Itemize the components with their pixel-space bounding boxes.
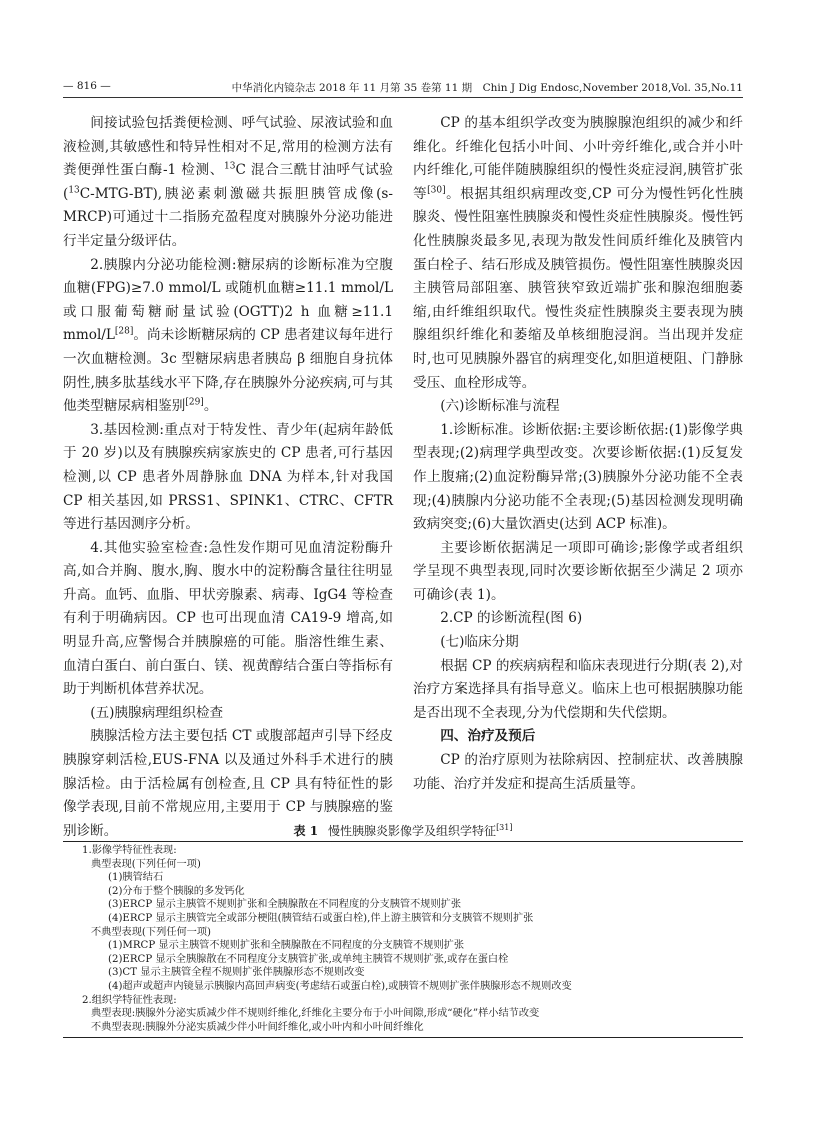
table-row: 1.影像学特征性表现:	[82, 845, 177, 856]
citation: [31]	[496, 823, 513, 832]
paragraph: 主要诊断依据满足一项即可确诊;影像学或者组织学呈现不典型表现,同时次要诊断依据至少满足 2 项亦可确诊(表 1)。	[413, 539, 743, 603]
section-heading: (五)胰腺病理组织检查	[90, 704, 224, 721]
table-title: 慢性胰腺炎影像学及组织学特征	[328, 824, 497, 838]
table-row: 不典型表现(下列任何一项)	[91, 926, 212, 938]
page-number: — 816 —	[63, 80, 111, 92]
paragraph: 4.其他实验室检查:急性发作期可见血清淀粉酶升高,如合并胸、腹水,胸、腹水中的淀粉酶含量往往明显升高。血钙、血脂、甲状旁腺素、病毒、IgG4 等检查有利于明确病因。CP 也可出现血清 CA19-9 增高,如明显升高,应警惕合并胰腺癌的可能。脂溶性维生素、血清白蛋白、前白蛋白、镁、视黄醇结合蛋白等指标有助于判断机体营养状况。	[63, 539, 393, 698]
main-heading: 四、治疗及预后	[440, 728, 536, 745]
page-header	[63, 80, 743, 98]
table-label: 表 1	[293, 824, 319, 838]
paragraph: 2.胰腺内分泌功能检测:糖尿病的诊断标准为空腹血糖(FPG)≥7.0 mmol/L 或随机血糖≥11.1 mmol/L或口服葡萄糖耐量试验(OGTT)2 h 血糖≥11.1 mmol/L[28]。尚未诊断糖尿病的 CP 患者建议每年进行一次血糖检测。3c 型糖尿病患者胰岛 β 细胞自身抗体阴性,胰多肽基线水平下降,存在胰腺外分泌疾病,可与其他类型糖尿病相鉴别[29]。	[63, 256, 393, 415]
paragraph: 2.CP 的诊断流程(图 6)	[440, 610, 583, 627]
table-body	[82, 844, 732, 1034]
table-row: 2.组织学特征性表现:	[82, 994, 177, 1006]
left-column	[63, 112, 393, 843]
journal-citation: 中华消化内镜杂志 2018 年 11 月第 35 卷第 11 期 Chin J Dig Endosc,November 2018,Vol. 35,No.11	[231, 82, 743, 94]
citation: [30]	[427, 185, 446, 196]
table-row: 不典型表现:胰腺外分泌实质减少伴小叶间纤维化,或小叶内和小叶间纤维化	[91, 1021, 424, 1033]
table-row: (2)分布于整个胰腺的多发钙化	[108, 885, 245, 897]
table-row: (4)ERCP 显示主胰管完全或部分梗阻(胰管结石或蛋白栓),伴上游主胰管和分支胰管不规则扩张	[108, 912, 534, 924]
paragraph: 根据 CP 的疾病病程和临床表现进行分期(表 2),对治疗方案选择具有指导意义。临床上也可根据胰腺功能是否出现不全表现,分为代偿期和失代偿期。	[413, 657, 743, 721]
section-heading: (六)诊断标准与流程	[440, 398, 560, 415]
paragraph: 胰腺活检方法主要包括 CT 或腹部超声引导下经皮胰腺穿刺活检,EUS-FNA 以及通过外科手术进行的胰腺活检。由于活检属有创检查,且 CP 具有特征性的影像学表现,目前不常规应用,主要用于 CP 与胰腺癌的鉴别诊断。	[63, 728, 393, 839]
right-column	[413, 112, 743, 796]
paragraph: 3.基因检测:重点对于特发性、青少年(起病年龄低于 20 岁)以及有胰腺疾病家族史的 CP 患者,可行基因检测,以 CP 患者外周静脉血 DNA 为样本,针对我国 CP 相关基因,如 PRSS1、SPINK1、CTRC、CFTR 等进行基因测序分析。	[63, 421, 393, 533]
paragraph: 间接试验包括粪便检测、呼气试验、尿液试验和血液检测,其敏感性和特异性相对不足,常用的检测方法有粪便弹性蛋白酶-1 检测、$^{13}$C 混合三酰甘油呼气试验($^{13}$C-MTG-BT),胰泌素刺激磁共振胆胰管成像(s-MRCP)可通过十二指肠充盈程度对胰腺外分泌功能进行半定量分级评估。	[63, 115, 393, 249]
table-row: (3)CT 显示主胰管全程不规则扩张伴胰腺形态不规则改变	[108, 967, 365, 979]
table-row: (4)超声或超声内镜显示胰腺内高回声病变(考虑结石或蛋白栓),或胰管不规则扩张伴胰腺形态不规则改变	[108, 980, 572, 992]
table-1	[63, 841, 743, 1038]
table-caption	[63, 822, 743, 839]
paragraph: CP 的治疗原则为祛除病因、控制症状、改善胰腺功能、治疗并发症和提高生活质量等。	[413, 752, 743, 792]
header-rule	[63, 97, 743, 98]
table-row: (2)ERCP 显示全胰腺散在不同程度分支胰管扩张,或单纯主胰管不规则扩张,或存在蛋白栓	[108, 953, 509, 965]
table-row: (1)MRCP 显示主胰管不规则扩张和全胰腺散在不同程度的分支胰管不规则扩张	[108, 940, 465, 952]
table-row: (3)ERCP 显示主胰管不规则扩张和全胰腺散在不同程度的分支胰管不规则扩张	[108, 899, 462, 911]
citation: [28]	[114, 326, 134, 337]
table-row: 典型表现(下列任何一项)	[91, 858, 201, 870]
table-row: 典型表现:胰腺外分泌实质减少伴不规则纤维化,纤维化主要分布于小叶间隙,形成“硬化”样小结节改变	[91, 1008, 540, 1020]
table-row: (1)胰管结石	[108, 872, 164, 884]
paragraph: CP 的基本组织学改变为胰腺腺泡组织的减少和纤维化。纤维化包括小叶间、小叶旁纤维化,或合并小叶内纤维化,可能伴随胰腺组织的慢性炎症浸润,胰管扩张等[30]。根据其组织病理改变,CP 可分为慢性钙化性胰腺炎、慢性阻塞性胰腺炎和慢性炎症性胰腺炎。慢性钙化性胰腺炎最多见,表现为散发性间质纤维化及胰管内蛋白栓子、结石形成及胰管损伤。慢性阻塞性胰腺炎因主胰管局部阻塞、胰管狭窄致近端扩张和腺泡细胞萎缩,由纤维组织取代。慢性炎症性胰腺炎主要表现为胰腺组织纤维化和萎缩及单核细胞浸润。当出现并发症时,也可见胰腺外器官的病理变化,如胆道梗阻、门静脉受压、血栓形成等。	[413, 115, 743, 391]
section-heading: (七)临床分期	[440, 634, 519, 651]
citation: [29]	[185, 397, 204, 408]
paragraph: 1.诊断标准。诊断依据:主要诊断依据:(1)影像学典型表现;(2)病理学典型改变。次要诊断依据:(1)反复发作上腹痛;(2)血淀粉酶异常;(3)胰腺外分泌功能不全表现;(4)胰腺内分泌功能不全表现;(5)基因检测发现明确致病突变;(6)大量饮酒史(达到 ACP 标准)。	[413, 421, 743, 533]
